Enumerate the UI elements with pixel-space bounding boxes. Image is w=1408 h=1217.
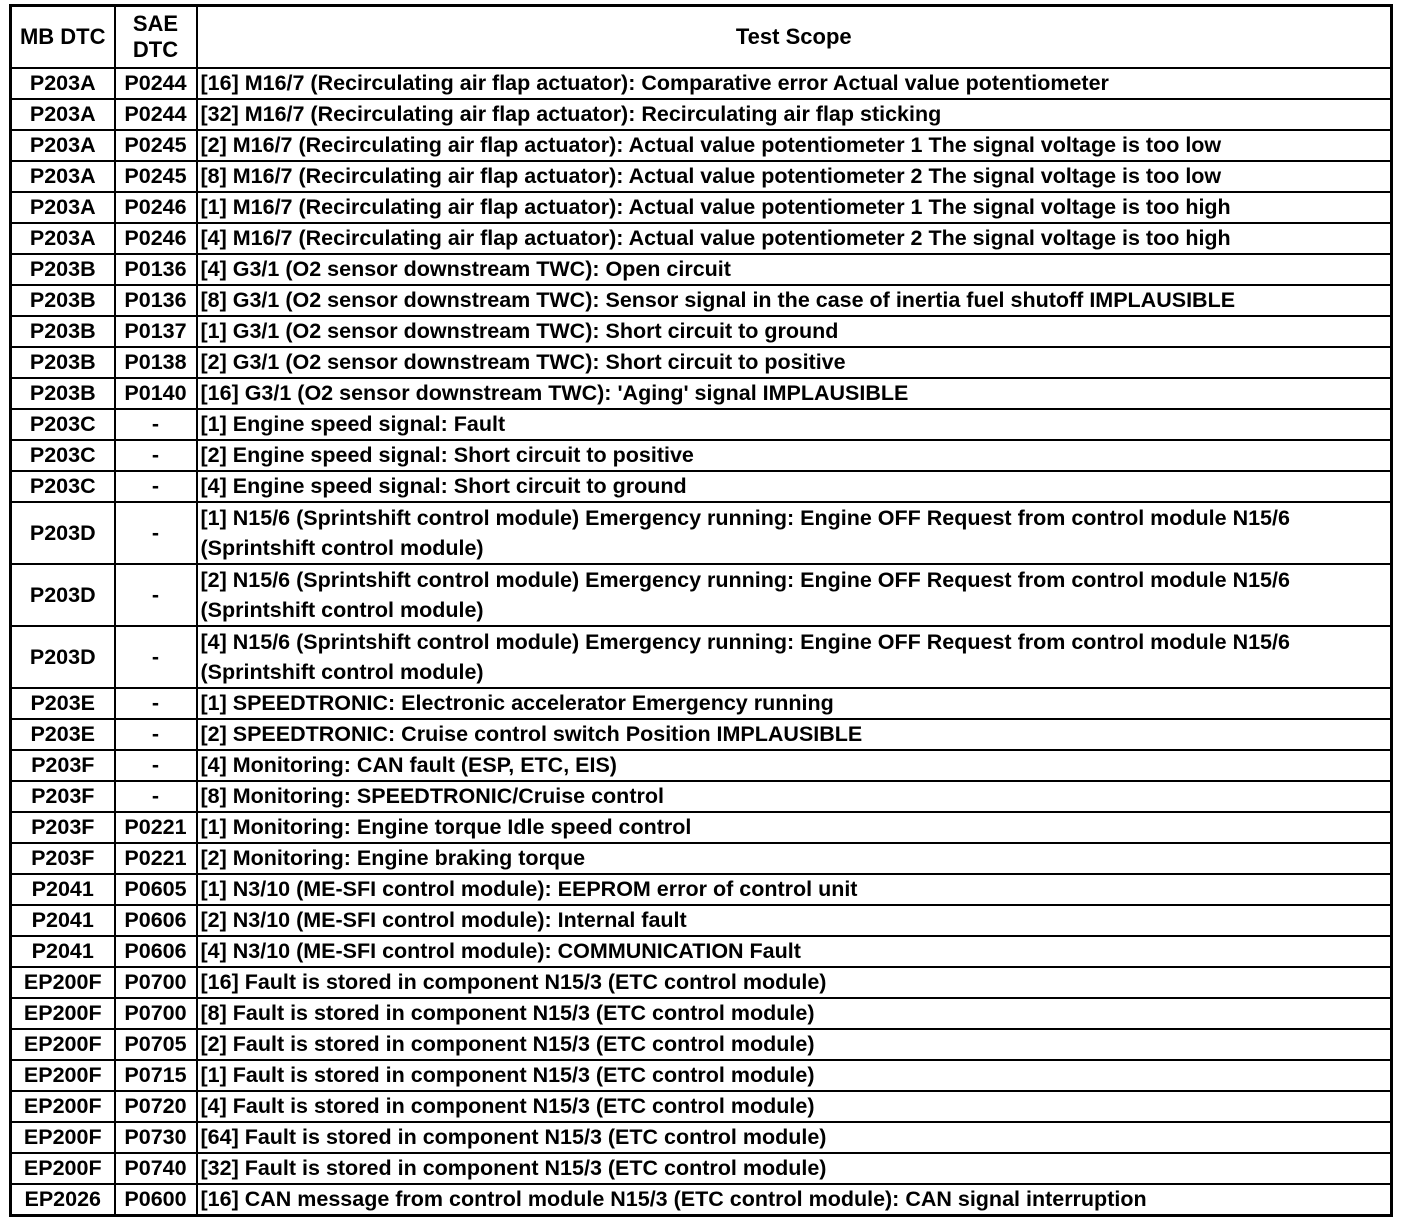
table-row — [11, 688, 1392, 719]
table-row — [11, 626, 1392, 688]
table-row — [11, 967, 1392, 998]
test-scope-cell: [1] N3/10 (ME-SFI control module): EEPROM error of control unit — [197, 874, 1392, 905]
test-scope-cell: [4] N3/10 (ME-SFI control module): COMMUNICATION Fault — [197, 936, 1392, 967]
table-row — [11, 316, 1392, 347]
test-scope-cell: [8] Fault is stored in component N15/3 (ETC control module) — [197, 998, 1392, 1029]
table-row — [11, 378, 1392, 409]
sae-dtc-cell: P0605 — [115, 874, 197, 905]
test-scope-cell: [8] G3/1 (O2 sensor downstream TWC): Sensor signal in the case of inertia fuel shutoff IMPLAUSIBLE — [197, 285, 1392, 316]
header-mb-dtc: MB DTC — [11, 6, 115, 69]
test-scope-cell: [2] SPEEDTRONIC: Cruise control switch Position IMPLAUSIBLE — [197, 719, 1392, 750]
sae-dtc-cell: P0245 — [115, 161, 197, 192]
test-scope-cell: [2] Monitoring: Engine braking torque — [197, 843, 1392, 874]
test-scope-cell: [2] G3/1 (O2 sensor downstream TWC): Short circuit to positive — [197, 347, 1392, 378]
sae-dtc-cell: P0244 — [115, 68, 197, 99]
mb-dtc-cell: EP200F — [11, 1122, 115, 1153]
sae-dtc-cell: P0600 — [115, 1184, 197, 1216]
header-test-scope: Test Scope — [197, 6, 1392, 69]
header-row — [11, 6, 1392, 69]
mb-dtc-cell: EP200F — [11, 1091, 115, 1122]
mb-dtc-cell: P203B — [11, 347, 115, 378]
table-row — [11, 161, 1392, 192]
table-row — [11, 874, 1392, 905]
test-scope-cell: [16] G3/1 (O2 sensor downstream TWC): 'Aging' signal IMPLAUSIBLE — [197, 378, 1392, 409]
mb-dtc-cell: P203B — [11, 316, 115, 347]
table-row — [11, 1029, 1392, 1060]
mb-dtc-cell: P203F — [11, 843, 115, 874]
test-scope-cell: [1] Fault is stored in component N15/3 (ETC control module) — [197, 1060, 1392, 1091]
sae-dtc-cell: P0138 — [115, 347, 197, 378]
table-row — [11, 285, 1392, 316]
table-row — [11, 347, 1392, 378]
table-row — [11, 1184, 1392, 1216]
mb-dtc-cell: P203D — [11, 564, 115, 626]
test-scope-cell: [1] Engine speed signal: Fault — [197, 409, 1392, 440]
table-row — [11, 1060, 1392, 1091]
sae-dtc-cell: P0136 — [115, 254, 197, 285]
mb-dtc-cell: P203B — [11, 378, 115, 409]
table-row — [11, 781, 1392, 812]
test-scope-cell: [1] Monitoring: Engine torque Idle speed control — [197, 812, 1392, 843]
table-row — [11, 998, 1392, 1029]
sae-dtc-cell: P0221 — [115, 843, 197, 874]
mb-dtc-cell: P203E — [11, 719, 115, 750]
header-sae-dtc — [115, 6, 197, 69]
test-scope-cell: [2] Engine speed signal: Short circuit to positive — [197, 440, 1392, 471]
mb-dtc-cell: P203B — [11, 254, 115, 285]
mb-dtc-cell: P203A — [11, 130, 115, 161]
table-row — [11, 905, 1392, 936]
table-row — [11, 1153, 1392, 1184]
test-scope-cell: [16] CAN message from control module N15/3 (ETC control module): CAN signal interruption — [197, 1184, 1392, 1216]
table-row — [11, 409, 1392, 440]
sae-dtc-cell: - — [115, 750, 197, 781]
sae-dtc-cell: P0246 — [115, 223, 197, 254]
test-scope-cell: [1] M16/7 (Recirculating air flap actuator): Actual value potentiometer 1 The signal voltage is too high — [197, 192, 1392, 223]
header-sae-dtc-line1: SAE — [132, 11, 179, 36]
test-scope-cell: [1] G3/1 (O2 sensor downstream TWC): Short circuit to ground — [197, 316, 1392, 347]
sae-dtc-cell: - — [115, 440, 197, 471]
sae-dtc-cell: - — [115, 688, 197, 719]
mb-dtc-cell: P203C — [11, 440, 115, 471]
sae-dtc-cell: P0606 — [115, 936, 197, 967]
test-scope-cell: [4] Fault is stored in component N15/3 (ETC control module) — [197, 1091, 1392, 1122]
table-row — [11, 564, 1392, 626]
sae-dtc-cell: P0137 — [115, 316, 197, 347]
sae-dtc-cell: P0700 — [115, 967, 197, 998]
sae-dtc-cell: - — [115, 626, 197, 688]
mb-dtc-cell: P203C — [11, 471, 115, 502]
mb-dtc-cell: EP200F — [11, 1060, 115, 1091]
test-scope-cell: [8] Monitoring: SPEEDTRONIC/Cruise control — [197, 781, 1392, 812]
mb-dtc-cell: P203A — [11, 223, 115, 254]
sae-dtc-cell: P0246 — [115, 192, 197, 223]
sae-dtc-cell: P0705 — [115, 1029, 197, 1060]
mb-dtc-cell: P2041 — [11, 874, 115, 905]
mb-dtc-cell: EP200F — [11, 1029, 115, 1060]
sae-dtc-cell: P0715 — [115, 1060, 197, 1091]
mb-dtc-cell: P203D — [11, 502, 115, 564]
sae-dtc-cell: P0740 — [115, 1153, 197, 1184]
test-scope-cell: [1] N15/6 (Sprintshift control module) Emergency running: Engine OFF Request from control module N15/6 (Sprintshift control module) — [197, 502, 1392, 564]
table-row — [11, 440, 1392, 471]
table-row — [11, 192, 1392, 223]
mb-dtc-cell: P203A — [11, 192, 115, 223]
test-scope-cell: [8] M16/7 (Recirculating air flap actuator): Actual value potentiometer 2 The signal voltage is too low — [197, 161, 1392, 192]
table-row — [11, 719, 1392, 750]
sae-dtc-cell: - — [115, 409, 197, 440]
test-scope-cell: [2] Fault is stored in component N15/3 (ETC control module) — [197, 1029, 1392, 1060]
sae-dtc-cell: - — [115, 471, 197, 502]
table-row — [11, 130, 1392, 161]
sae-dtc-cell: P0245 — [115, 130, 197, 161]
test-scope-cell: [32] M16/7 (Recirculating air flap actuator): Recirculating air flap sticking — [197, 99, 1392, 130]
mb-dtc-cell: P2041 — [11, 905, 115, 936]
table-row — [11, 471, 1392, 502]
test-scope-cell: [2] N15/6 (Sprintshift control module) Emergency running: Engine OFF Request from control module N15/6 (Sprintshift control module) — [197, 564, 1392, 626]
test-scope-cell: [64] Fault is stored in component N15/3 (ETC control module) — [197, 1122, 1392, 1153]
sae-dtc-cell: P0136 — [115, 285, 197, 316]
mb-dtc-cell: P2041 — [11, 936, 115, 967]
mb-dtc-cell: P203F — [11, 812, 115, 843]
test-scope-cell: [2] N3/10 (ME-SFI control module): Internal fault — [197, 905, 1392, 936]
test-scope-cell: [4] Engine speed signal: Short circuit to ground — [197, 471, 1392, 502]
table-row — [11, 502, 1392, 564]
table-row — [11, 936, 1392, 967]
test-scope-cell: [4] N15/6 (Sprintshift control module) Emergency running: Engine OFF Request from control module N15/6 (Sprintshift control module) — [197, 626, 1392, 688]
test-scope-cell: [16] Fault is stored in component N15/3 (ETC control module) — [197, 967, 1392, 998]
table-row — [11, 68, 1392, 99]
sae-dtc-cell: P0730 — [115, 1122, 197, 1153]
table-row — [11, 1091, 1392, 1122]
mb-dtc-cell: P203E — [11, 688, 115, 719]
mb-dtc-cell: P203A — [11, 99, 115, 130]
mb-dtc-cell: P203A — [11, 68, 115, 99]
mb-dtc-cell: P203C — [11, 409, 115, 440]
test-scope-cell: [4] Monitoring: CAN fault (ESP, ETC, EIS) — [197, 750, 1392, 781]
mb-dtc-cell: P203B — [11, 285, 115, 316]
table-body — [11, 68, 1392, 1216]
table-row — [11, 254, 1392, 285]
mb-dtc-cell: P203D — [11, 626, 115, 688]
sae-dtc-cell: P0244 — [115, 99, 197, 130]
mb-dtc-cell: EP200F — [11, 998, 115, 1029]
header-sae-dtc-line2: DTC — [132, 37, 179, 62]
mb-dtc-cell: P203A — [11, 161, 115, 192]
sae-dtc-cell: P0221 — [115, 812, 197, 843]
mb-dtc-cell: EP200F — [11, 1153, 115, 1184]
mb-dtc-cell: EP200F — [11, 967, 115, 998]
table-row — [11, 223, 1392, 254]
sae-dtc-cell: P0606 — [115, 905, 197, 936]
sae-dtc-cell: P0700 — [115, 998, 197, 1029]
sae-dtc-cell: - — [115, 564, 197, 626]
test-scope-cell: [4] M16/7 (Recirculating air flap actuator): Actual value potentiometer 2 The signal voltage is too high — [197, 223, 1392, 254]
test-scope-cell: [4] G3/1 (O2 sensor downstream TWC): Open circuit — [197, 254, 1392, 285]
mb-dtc-cell: EP2026 — [11, 1184, 115, 1216]
sae-dtc-cell: - — [115, 719, 197, 750]
mb-dtc-cell: P203F — [11, 750, 115, 781]
test-scope-cell: [16] M16/7 (Recirculating air flap actuator): Comparative error Actual value potentiometer — [197, 68, 1392, 99]
table-row — [11, 1122, 1392, 1153]
table-row — [11, 812, 1392, 843]
sae-dtc-cell: - — [115, 781, 197, 812]
sae-dtc-cell: P0140 — [115, 378, 197, 409]
test-scope-cell: [32] Fault is stored in component N15/3 (ETC control module) — [197, 1153, 1392, 1184]
table-row — [11, 750, 1392, 781]
table-row — [11, 843, 1392, 874]
table-row — [11, 99, 1392, 130]
sae-dtc-cell: - — [115, 502, 197, 564]
mb-dtc-cell: P203F — [11, 781, 115, 812]
test-scope-cell: [1] SPEEDTRONIC: Electronic accelerator Emergency running — [197, 688, 1392, 719]
sae-dtc-cell: P0720 — [115, 1091, 197, 1122]
dtc-table — [9, 4, 1393, 1217]
test-scope-cell: [2] M16/7 (Recirculating air flap actuator): Actual value potentiometer 1 The signal voltage is too low — [197, 130, 1392, 161]
